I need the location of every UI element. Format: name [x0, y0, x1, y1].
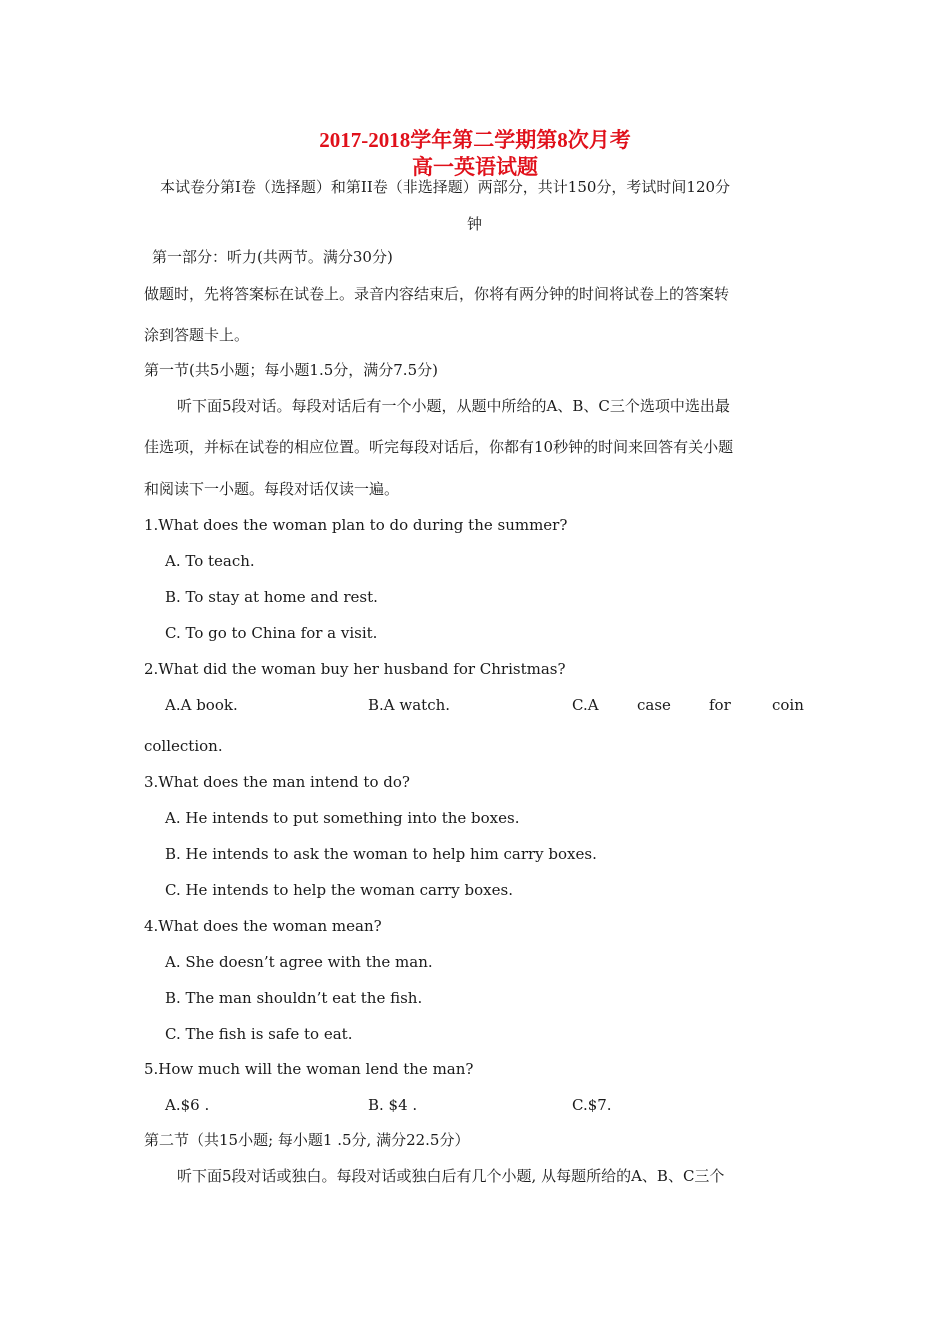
question-1-option-c: C. To go to China for a visit.: [165, 624, 378, 642]
question-2-option-c-word-2: case: [637, 696, 671, 714]
section1-instr-2: 佳选项，并标在试卷的相应位置。听完每段对话后，你都有10秒钟的时间来回答有关小题: [144, 438, 734, 456]
question-3-option-b: B. He intends to ask the woman to help him carry boxes.: [165, 845, 597, 863]
section1-heading: 第一节(共5小题；每小题1.5分，满分7.5分): [144, 361, 438, 379]
question-2-option-c-word-1: C.A: [572, 696, 599, 714]
question-2-option-c-word-3: for: [709, 696, 731, 714]
question-3-option-c: C. He intends to help the woman carry boxes.: [165, 881, 513, 899]
question-2-option-c-continued: collection.: [144, 737, 223, 755]
question-5-option-a: A.$6 .: [165, 1096, 210, 1114]
question-3-stem: 3.What does the man intend to do?: [144, 773, 410, 791]
question-4-option-a: A. She doesn’t agree with the man.: [165, 953, 433, 971]
question-1-option-a: A. To teach.: [165, 552, 255, 570]
section1-instr-1: 听下面5段对话。每段对话后有一个小题，从题中所给的A、B、C三个选项中选出最: [177, 397, 730, 415]
part1-heading: 第一部分：听力(共两节。满分30分): [152, 248, 393, 266]
section1-instr-3: 和阅读下一小题。每段对话仅读一遍。: [144, 480, 400, 498]
intro-line-1: 本试卷分第I卷（选择题）和第II卷（非选择题）两部分，共计150分，考试时间120分: [160, 178, 731, 196]
question-4-option-c: C. The fish is safe to eat.: [165, 1025, 353, 1043]
question-2-stem: 2.What did the woman buy her husband for Christmas?: [144, 660, 566, 678]
section2-heading: 第二节（共15小题; 每小题1 .5分, 满分22.5分）: [144, 1131, 470, 1149]
question-5-option-b: B. $4 .: [368, 1096, 418, 1114]
question-4-stem: 4.What does the woman mean?: [144, 917, 382, 935]
part1-instr-2: 涂到答题卡上。: [144, 326, 250, 344]
question-4-option-b: B. The man shouldn’t eat the fish.: [165, 989, 423, 1007]
section2-instr-1: 听下面5段对话或独白。每段对话或独白后有几个小题, 从每题所给的A、B、C三个: [177, 1167, 725, 1185]
question-3-option-a: A. He intends to put something into the boxes.: [165, 809, 520, 827]
intro-line-2: 钟: [467, 215, 483, 233]
question-1-option-b: B. To stay at home and rest.: [165, 588, 378, 606]
question-2-option-b: B.A watch.: [368, 696, 451, 714]
question-2-option-a: A.A book.: [165, 696, 238, 714]
part1-instr-1: 做题时，先将答案标在试卷上。录音内容结束后，你将有两分钟的时间将试卷上的答案转: [144, 285, 730, 303]
question-2-option-c-word-4: coin: [772, 696, 804, 714]
question-1-stem: 1.What does the woman plan to do during the summer?: [144, 516, 568, 534]
exam-title: 2017-2018学年第二学期第8次月考: [319, 128, 631, 152]
question-5-option-c: C.$7.: [572, 1096, 612, 1114]
exam-subtitle: 高一英语试题: [412, 155, 538, 179]
question-5-stem: 5.How much will the woman lend the man?: [144, 1060, 474, 1078]
